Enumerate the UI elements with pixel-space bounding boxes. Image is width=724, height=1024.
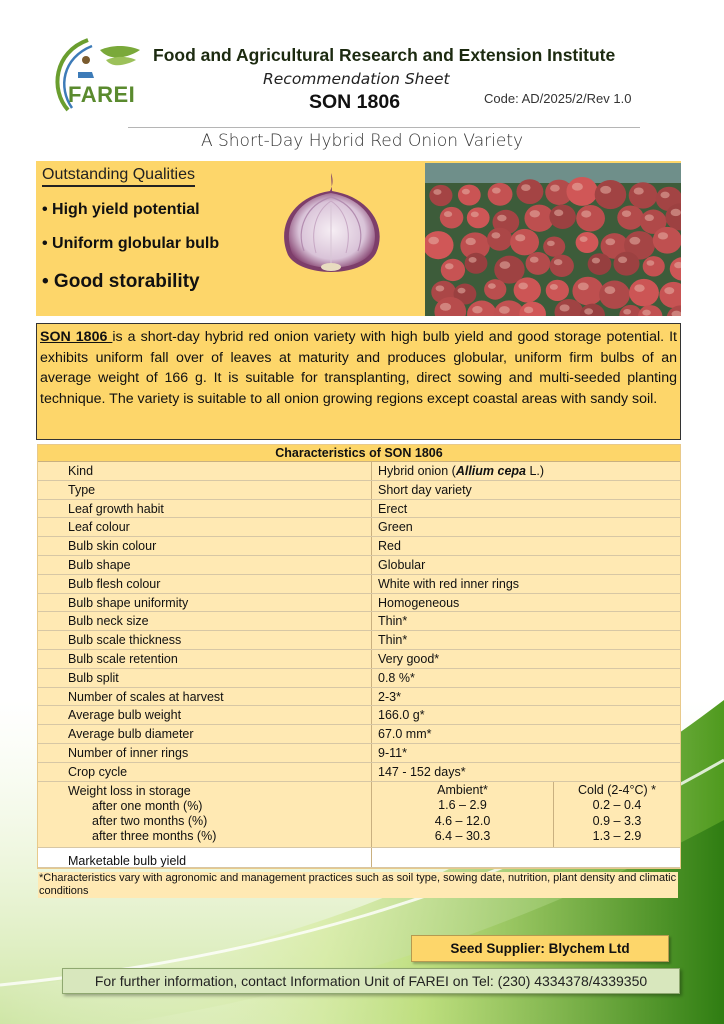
onion-highlight — [500, 261, 511, 269]
ambient-header: Ambient* — [437, 782, 488, 797]
onion-shape — [484, 279, 506, 300]
onion-highlight — [466, 238, 476, 245]
onion-highlight — [581, 210, 591, 217]
onion-highlight — [521, 184, 530, 191]
seed-supplier-box: Seed Supplier: Blychem Ltd — [411, 935, 669, 962]
onion-shape — [429, 185, 452, 206]
row-label: Type — [38, 481, 372, 499]
row-value: 67.0 mm* — [378, 727, 432, 742]
onion-highlight — [629, 237, 640, 245]
onion-shape — [465, 253, 488, 274]
onion-highlight — [622, 210, 631, 217]
ambient-column — [372, 782, 554, 847]
table-row — [38, 744, 680, 763]
onion-highlight — [428, 237, 439, 245]
onion-highlight — [658, 232, 668, 239]
onion-highlight — [550, 185, 560, 192]
table-row — [38, 462, 680, 481]
onion-shape — [514, 277, 541, 302]
onion-shape — [595, 180, 627, 209]
table-row — [38, 537, 680, 556]
onion-shape — [526, 252, 551, 275]
onion-highlight — [471, 212, 479, 218]
onion-highlight — [433, 189, 441, 195]
onion-highlight — [488, 283, 496, 289]
table-row — [38, 650, 680, 669]
row-label: Bulb shape uniformity — [38, 594, 372, 612]
row-value — [372, 848, 680, 867]
onion-highlight — [491, 232, 500, 238]
storage-period: after two months (%) — [92, 813, 208, 828]
onion-highlight — [518, 282, 528, 289]
onion-shape — [516, 179, 543, 204]
onion-highlight — [550, 284, 558, 290]
onion-shape — [549, 205, 576, 229]
onion-shape — [653, 227, 681, 254]
onion-shape — [543, 236, 565, 256]
onion-highlight — [592, 258, 600, 264]
onion-highlight — [664, 287, 674, 294]
onion-highlight — [530, 210, 540, 217]
onion-highlight — [436, 285, 445, 291]
row-value: 0.8 %* — [378, 670, 415, 685]
onion-shape — [487, 228, 512, 251]
table-row — [38, 688, 680, 707]
onion-highlight — [605, 238, 615, 245]
onion-shape — [588, 253, 612, 275]
onion-highlight — [634, 188, 644, 195]
row-label: Bulb neck size — [38, 612, 372, 630]
onion-shape — [566, 177, 597, 206]
row-label: Crop cycle — [38, 763, 372, 781]
row-value: Homogeneous — [378, 595, 460, 610]
onion-shape — [617, 205, 643, 229]
onion-highlight — [671, 209, 681, 216]
table-row — [38, 575, 680, 594]
onion-shape — [510, 229, 539, 256]
variety-title: SON 1806 — [309, 91, 401, 113]
row-value: 9-11* — [378, 745, 407, 760]
description-body: is a short-day hybrid red onion variety with high bulb yield and good storage potential. It exhibits uniform fall over of leaves at maturity and produces globular, uniform firm bulbs of an average weight of 166 g. It is suitable for transplanting, direct sowing and multi-seeded planting technique. The variety is suitable to all onion growing regions except coastal areas with sandy soil. — [40, 329, 677, 407]
qualities-heading: Outstanding Qualities — [42, 166, 195, 187]
onion-highlight — [444, 211, 452, 217]
storage-values — [372, 782, 680, 847]
row-value: Very good* — [378, 651, 440, 666]
row-value: 166.0 g* — [378, 708, 425, 723]
onion-highlight — [560, 304, 570, 311]
onion-shape — [629, 182, 658, 208]
onion-highlight — [580, 236, 588, 242]
row-label: Average bulb weight — [38, 706, 372, 724]
contact-banner: For further information, contact Information Unit of FAREI on Tel: (230) 4334378/4339350 — [62, 968, 680, 994]
row-label: Bulb split — [38, 669, 372, 687]
row-value: Erect — [378, 501, 408, 516]
quality-item: • High yield potential — [42, 201, 200, 218]
ambient-value: 1.6 – 2.9 — [438, 798, 487, 813]
onion-shape — [576, 232, 599, 253]
storage-label: Weight loss in storage — [68, 783, 191, 798]
row-label: Bulb shape — [38, 556, 372, 574]
onion-highlight — [618, 257, 627, 264]
row-label: Bulb skin colour — [38, 537, 372, 555]
onion-shape — [440, 207, 464, 229]
description-variety-name: SON 1806 — [40, 329, 113, 345]
kind-value-pre: Hybrid onion ( — [378, 464, 456, 478]
onion-highlight — [472, 306, 482, 313]
row-value: Thin* — [378, 633, 408, 648]
table-title: Characteristics of SON 1806 — [38, 445, 680, 462]
onion-highlight — [445, 263, 454, 269]
onion-shape — [599, 281, 630, 309]
table-footnote: *Characteristics vary with agronomic and management practices such as soil type, sowing date, nutrition, plant density and climatic conditions — [39, 872, 677, 897]
onion-shape — [488, 183, 513, 206]
sheet-type: Recommendation Sheet — [263, 70, 450, 88]
onion-highlight — [458, 288, 466, 294]
onion-highlight — [554, 259, 563, 265]
row-label: Kind — [38, 462, 372, 480]
characteristics-table — [37, 444, 681, 869]
onion-shape — [576, 205, 605, 232]
onion-highlight — [623, 309, 631, 315]
onion-highlight — [645, 214, 654, 221]
row-value: Red — [378, 539, 401, 554]
table-row — [38, 556, 680, 575]
onion-highlight — [554, 210, 563, 217]
table-row — [38, 518, 680, 537]
onion-pile-photo — [425, 163, 681, 316]
table-row — [38, 706, 680, 725]
row-value: Short day variety — [378, 482, 472, 497]
table-row — [38, 594, 680, 613]
cold-value: 0.9 – 3.3 — [592, 813, 642, 828]
onion-shape — [613, 252, 639, 276]
onion-shape — [441, 259, 465, 281]
storage-labels — [38, 782, 372, 847]
row-label: Leaf growth habit — [38, 500, 372, 518]
onion-highlight — [578, 282, 589, 290]
cold-header: Cold (2-4°C) * — [578, 782, 656, 797]
quality-item: • Good storability — [42, 271, 200, 292]
row-value — [372, 462, 680, 480]
kind-value-post: L.) — [526, 464, 545, 478]
cold-value: 1.3 – 2.9 — [592, 829, 642, 844]
row-label: Bulb flesh colour — [38, 575, 372, 593]
farei-logo — [48, 30, 144, 126]
onion-shape — [546, 280, 569, 301]
onion-highlight — [492, 187, 501, 193]
page-subtitle: A Short-Day Hybrid Red Onion Variety — [200, 131, 524, 151]
ambient-value: 4.6 – 12.0 — [434, 813, 491, 828]
storage-row — [38, 782, 680, 848]
onion-highlight — [647, 260, 655, 266]
onion-highlight — [634, 284, 644, 291]
ambient-value: 6.4 – 30.3 — [434, 829, 491, 844]
onion-highlight — [660, 192, 669, 199]
onion-highlight — [572, 183, 583, 191]
header-divider — [128, 127, 640, 128]
table-row — [38, 612, 680, 631]
onion-highlight — [600, 186, 611, 194]
onion-highlight — [604, 286, 615, 294]
marketable-yield-row — [38, 848, 680, 868]
onion-highlight — [462, 189, 470, 195]
table-row — [38, 763, 680, 782]
onion-highlight — [499, 306, 510, 314]
row-label: Number of scales at harvest — [38, 688, 372, 706]
cold-value: 0.2 – 0.4 — [592, 798, 642, 813]
onion-highlight — [497, 215, 506, 222]
onion-highlight — [530, 257, 539, 263]
onion-highlight — [642, 310, 651, 316]
onion-shape — [572, 277, 603, 306]
onion-highlight — [524, 307, 533, 314]
row-label: Average bulb diameter — [38, 725, 372, 743]
table-row — [38, 500, 680, 519]
table-row — [38, 725, 680, 744]
onion-highlight — [584, 308, 593, 314]
onion-highlight — [440, 303, 451, 311]
row-value: 2-3* — [378, 689, 401, 704]
row-label: Bulb scale thickness — [38, 631, 372, 649]
row-label: Bulb scale retention — [38, 650, 372, 668]
row-value: Globular — [378, 557, 426, 572]
onion-shape — [550, 255, 574, 277]
onion-shape — [629, 279, 659, 306]
table-row — [38, 631, 680, 650]
document-code: Code: AD/2025/2/Rev 1.0 — [484, 91, 632, 106]
onion-highlight — [515, 234, 525, 241]
row-value: 147 - 152 days* — [378, 764, 466, 779]
onion-shape — [467, 207, 490, 228]
qualities-panel — [36, 161, 681, 316]
kind-value-scientific: Allium cepa — [455, 464, 526, 478]
quality-item: • Uniform globular bulb — [42, 235, 220, 252]
row-label: Number of inner rings — [38, 744, 372, 762]
cut-onion-image — [272, 167, 390, 285]
storage-period: after one month (%) — [92, 798, 203, 813]
table-row — [38, 481, 680, 500]
row-value: White with red inner rings — [378, 576, 520, 591]
institute-name: Food and Agricultural Research and Extension Institute — [153, 45, 616, 65]
logo-text: FAREI — [68, 82, 136, 107]
row-label: Leaf colour — [38, 518, 372, 536]
row-label: Marketable bulb yield — [38, 848, 372, 867]
description-text — [40, 327, 677, 409]
onion-shape — [643, 256, 665, 276]
row-value: Green — [378, 520, 413, 535]
variety-description — [36, 323, 681, 440]
cold-column — [554, 782, 680, 847]
onion-highlight — [469, 257, 477, 263]
onion-shape — [458, 185, 481, 206]
onion-highlight — [547, 241, 555, 247]
table-row — [38, 669, 680, 688]
row-value: Thin* — [378, 614, 408, 629]
logo-emblem-icon — [48, 30, 144, 126]
storage-period: after three months (%) — [92, 828, 217, 843]
